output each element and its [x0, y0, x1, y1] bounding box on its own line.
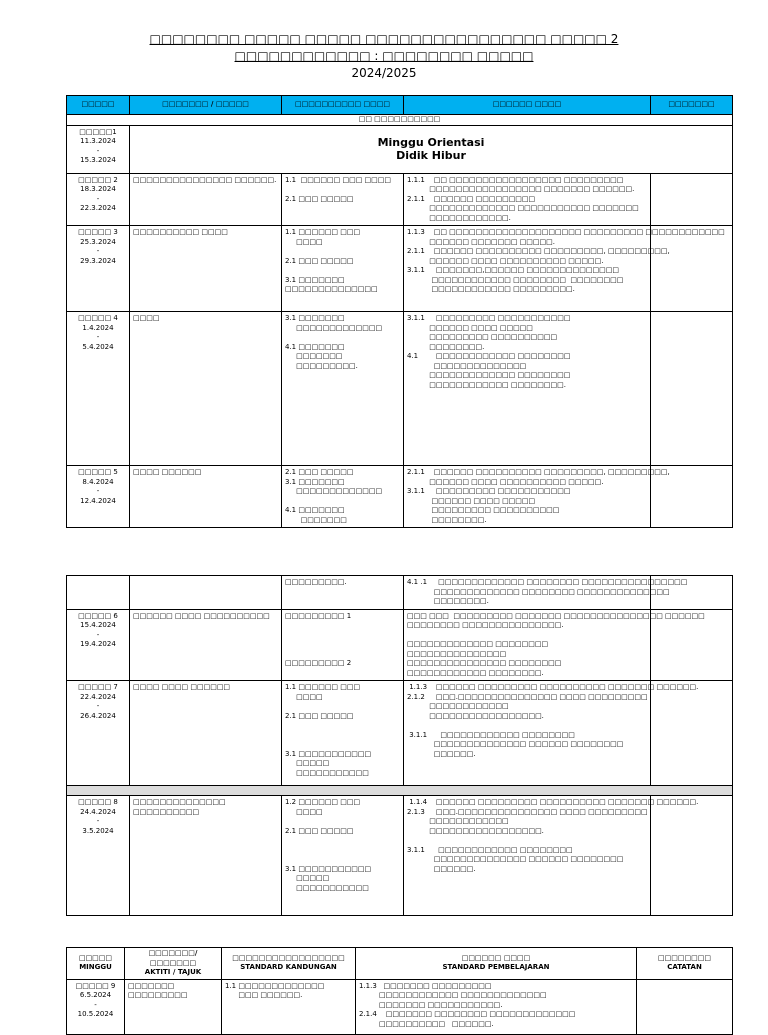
catatan-cell — [651, 312, 733, 466]
week-line: 10.5.2024 — [77, 1010, 114, 1018]
topic-text: □□□□□□□□□□□□□□□ □□□□□□. — [133, 175, 277, 184]
sp-line: 3.1.1 □□□□□□□□□□□□ □□□□□□□□ — [407, 730, 575, 739]
sp-line: □□□□□□. — [407, 864, 476, 873]
standard-kandungan-cell — [282, 796, 404, 916]
sk-line — [285, 731, 400, 741]
week-cell — [67, 312, 130, 466]
sk-line — [285, 185, 400, 195]
sp-line: □□□□□□□□□□□□ — [407, 702, 509, 710]
sp-line: □□□□□□□□□□□□. — [407, 213, 511, 222]
sk-line — [285, 817, 400, 827]
sp-line: 3.1.1 □□□□□□□□□ □□□□□□□□□□□ — [407, 487, 571, 495]
sp-line: □□□□□□□□□□□□□ □□□□□□□□ — [407, 640, 549, 648]
sk-line — [285, 846, 400, 856]
sp-line: □□□□□□□□□□□□ □□□□□□□□. — [407, 380, 566, 389]
document-subtitle: □□□□□□□□□□□□ : □□□□□□□□ □□□□□ — [234, 49, 534, 63]
sk-line: □□□□ — [285, 807, 323, 816]
sk-line: 2.1 □□□ □□□□□ — [285, 256, 354, 265]
sp-line — [407, 721, 647, 731]
header-tajuk: □□□□□□□ / □□□□□ — [130, 96, 282, 115]
sp-line: □□□□□□□□□□□□□ □□□□□□□□ — [407, 371, 571, 379]
week-line: 29.3.2024 — [80, 256, 116, 265]
sp-line: 1.1.4 □□□□□□ □□□□□□□□□ □□□□□□□□□□ □□□□□□□ □□□□□□. — [407, 798, 699, 806]
sk-line: □□□□□□□ — [285, 515, 347, 524]
band-cell — [67, 115, 733, 126]
week-line: □□□□□ 2 — [78, 175, 118, 184]
standard-kandungan-cell — [282, 226, 404, 312]
sp-line — [407, 836, 647, 846]
sp-line: □□□□□□□□□□□□ □□□□□□□□ □□□□□□□□ — [407, 275, 624, 284]
sk-line: □□□□□□□ — [285, 352, 343, 360]
topic-text: □□□□ □□□□ □□□□□□ — [133, 683, 231, 691]
week-cell — [67, 979, 125, 1034]
sp-line: □□□□□□□□□□□□ □□□□□□□□□□□□□ — [359, 991, 547, 999]
week-line: 26.4.2024 — [80, 711, 116, 720]
week-line: 24.4.2024 — [80, 807, 116, 816]
topic-cell — [130, 466, 282, 528]
catatan-cell — [651, 681, 733, 786]
sp-line: □□□□□□□ □□□□□□□□□□□. — [359, 1000, 503, 1009]
week-cell — [67, 226, 130, 312]
topic-text: □□□□□□□□□□□□□□ □□□□□□□□□□ — [133, 798, 226, 816]
sk-line — [285, 855, 400, 865]
standard-pembelajaran-cell — [404, 609, 705, 681]
sp-line: 2.1.1 □□□□□□ □□□□□□□□□□ □□□□□□□□□, □□□□□□□□□, — [407, 247, 670, 255]
table-band-row — [67, 115, 733, 126]
week-line: □□□□□1 — [79, 127, 117, 136]
sp-line: □□□□□□□□□□□□□ □□□□□□□□□□□ □□□□□□□ — [407, 204, 639, 212]
topic-cell — [130, 312, 282, 466]
sk-line: □□□□□□□□□□□ — [285, 883, 369, 892]
table-row — [67, 796, 733, 916]
week-line: 11.3.2024 — [80, 137, 116, 145]
document-title: □□□□□□□□ □□□□□ □□□□□ □□□□□□□□□□□□□□□□ □□□□□ 2 — [149, 32, 619, 46]
week-cell — [67, 466, 130, 528]
catatan-cell — [651, 226, 733, 312]
orientation-line: Minggu Orientasi — [377, 136, 485, 149]
sp-line: □□□□□□□□. — [407, 597, 489, 605]
standard-kandungan-cell — [282, 609, 404, 681]
sk-line: □□□□□□□□□. — [285, 361, 358, 370]
sk-line: □□□□□□□□□□□□□ — [285, 323, 383, 332]
table-row — [67, 576, 733, 610]
sp-line: 3.1.1 □□□□□□□□□□□□ □□□□□□□□ — [407, 845, 573, 854]
sp-line: □□□ □□□ □□□□□□□□□ □□□□□□□ □□□□□□□□□□□□□□□ □□□□□□ — [407, 611, 705, 620]
sk-line: □□□□□□□□□□□□□□ — [285, 285, 378, 293]
week-line: □□□□□ 5 — [78, 468, 118, 476]
standard-pembelajaran-cell — [404, 576, 688, 610]
schedule-table-3 — [66, 947, 733, 1035]
topic-text: □□□□□□□ □□□□□□□□□ — [128, 981, 188, 999]
schedule-table-2 — [66, 575, 733, 916]
week-line: □□□□□ 3 — [78, 228, 118, 236]
sk-line: 4.1 □□□□□□□ — [285, 342, 345, 351]
sp-line: □□□□□□ □□□□□□□ □□□□□. — [407, 237, 555, 246]
topic-text: □□□□□□□□□□ □□□□ — [133, 228, 228, 236]
week-line: - — [96, 194, 100, 203]
separator-row-cell — [67, 786, 733, 796]
week-line: 15.4.2024 — [80, 621, 116, 629]
sk-line: □□□□ — [285, 692, 323, 701]
week-cell — [67, 576, 130, 610]
sp-line: □□□□□□□□□□□□□□□□□ □□□□□□□ □□□□□□. — [407, 185, 635, 193]
standard-pembelajaran-cell — [404, 796, 699, 916]
table-row — [67, 786, 733, 796]
sk-line: 1.2 □□□□□□ □□□ — [285, 798, 361, 806]
header-aktiviti-tajuk: □□□□□□□/ □□□□□□□ AKTITI / TAJUK — [125, 948, 222, 980]
sp-line: 2.1.1 □□□□□□ □□□□□□□□□ — [407, 194, 536, 203]
sk-line: □□□□□ — [285, 874, 330, 882]
document-year: 2024/2025 — [351, 66, 417, 80]
table-row — [67, 979, 733, 1034]
standard-pembelajaran-cell — [404, 466, 670, 528]
sp-line: □□□□□□□□□□□□ □□□□□□□□. — [407, 668, 544, 677]
table-row — [67, 609, 733, 681]
standard-kandungan-cell — [282, 681, 404, 786]
sk-line: □□□□□ — [285, 759, 330, 767]
sk-line: 1.1 □□□□□□ □□□ □□□□ — [285, 175, 392, 184]
sk-line: □□□□ — [285, 237, 323, 246]
week-cell — [67, 173, 130, 226]
sp-line: □□□□□□□□. — [407, 515, 487, 524]
topic-cell — [130, 226, 282, 312]
sk-line — [285, 333, 400, 343]
week-line: 5.4.2024 — [82, 342, 114, 351]
standard-pembelajaran-cell — [404, 681, 699, 786]
sk-line: □□□□□□□□□ 2 — [285, 659, 352, 667]
week-line: □□□□□ 9 — [75, 981, 116, 990]
sp-line: □□□□□□□□□□□□□ □□□□□□□□ □□□□□□□□□□□□□□ — [407, 587, 670, 596]
sk-line — [285, 721, 400, 731]
sp-line: 4.1 □□□□□□□□□□□□ □□□□□□□□ — [407, 352, 571, 360]
sk-line: □□□□□□□□□. — [285, 578, 347, 586]
sp-line: 4.1 .1 □□□□□□□□□□□□□ □□□□□□□□ □□□□□□□□□□□□□□□□ — [407, 578, 688, 586]
week-line: 8.4.2024 — [82, 477, 114, 486]
table-header-row — [67, 948, 733, 980]
sk-line: 2.1 □□□ □□□□□ — [285, 194, 354, 203]
topic-cell — [125, 979, 222, 1034]
topic-text: □□□□□□ □□□□ □□□□□□□□□□ — [133, 611, 270, 620]
sp-line: 3.1.1 □□□□□□□,□□□□□□ □□□□□□□□□□□□□□ — [407, 266, 619, 274]
topic-cell — [130, 173, 282, 226]
week-line: □□□□□ 8 — [78, 798, 118, 806]
table-row — [67, 125, 733, 173]
topic-cell — [130, 681, 282, 786]
week-line: - — [96, 630, 100, 639]
header-minggu: □□□□□ MINGGU — [67, 948, 125, 980]
week-line: - — [96, 702, 100, 710]
sk-line — [285, 266, 400, 276]
week-line: □□□□□ 6 — [78, 611, 118, 620]
sp-line: □□□□□□. — [407, 749, 476, 758]
week-line: 19.4.2024 — [80, 640, 116, 648]
week-line: □□□□□ 7 — [78, 683, 118, 691]
week-line: 12.4.2024 — [80, 496, 116, 505]
sp-line: 3.1.1 □□□□□□□□□ □□□□□□□□□□□ — [407, 314, 571, 322]
sp-line: □□□□□□ □□□□ □□□□□ — [407, 496, 536, 505]
sp-line: □□□□□□□□. — [407, 342, 485, 351]
standard-kandungan-cell — [282, 312, 404, 466]
sp-line — [407, 631, 647, 641]
table-row — [67, 226, 733, 312]
sk-line: 3.1 □□□□□□□□□□□ — [285, 749, 372, 758]
header-standard-pembelajaran: □□□□□□ □□□□ STANDARD PEMBELAJARAN — [356, 948, 637, 980]
header-catatan: □□□□□□□□ CATATAN — [637, 948, 733, 980]
sp-line: □□□□□□□□□□□□□□ — [407, 361, 527, 370]
topic-cell — [130, 576, 282, 610]
sp-line: 1.1.1 □□ □□□□□□□□□□□□□□□□□ □□□□□□□□□ — [407, 175, 624, 184]
sp-line: 2.1.4 □□□□□□□ □□□□□□□□ □□□□□□□□□□□□□ — [359, 1010, 576, 1018]
sp-line: □□□□□□ □□□□ □□□□□□□□□□ □□□□□. — [407, 477, 604, 486]
orientation-cell — [130, 125, 733, 173]
band-text: □□ □□□□□□□□□□ — [358, 115, 441, 123]
standard-pembelajaran-cell — [404, 173, 651, 226]
sk-line — [285, 497, 400, 507]
sk-line: 2.1 □□□ □□□□□ — [285, 826, 354, 835]
header-standard-pembelajaran: □□□□□□ □□□□ — [404, 96, 651, 115]
sk-line: 1.1 □□□□□□□□□□□□□ — [225, 981, 325, 990]
sk-line: □□□□□□□□□ 1 — [285, 611, 352, 620]
sk-line: □□□ □□□□□□. — [225, 991, 303, 999]
week-line: - — [96, 146, 100, 155]
sk-line — [285, 650, 400, 660]
schedule-table-1 — [66, 95, 733, 528]
sp-line: □□□□□□□□ □□□□□□□□□□□□□□□. — [407, 621, 564, 629]
header-standard-kandungan: □□□□□□□□□□□□□□□□□ STANDARD KANDUNGAN — [222, 948, 356, 980]
week-line: 6.5.2024 — [79, 991, 112, 999]
sk-line: 2.1 □□□ □□□□□ — [285, 711, 354, 720]
sp-line: 1.1.3 □□□□□□ □□□□□□□□□ □□□□□□□□□□ □□□□□□□ □□□□□□. — [407, 683, 699, 691]
week-line: - — [96, 247, 100, 255]
sp-line: 2.1.2 □□□.□□□□□□□□□□□□□□□ □□□□ □□□□□□□□□ — [407, 692, 648, 701]
sk-line — [285, 621, 400, 631]
sk-line: 3.1 □□□□□□□ — [285, 275, 345, 284]
week-line: 15.3.2024 — [80, 156, 116, 164]
week-line: 3.5.2024 — [82, 826, 114, 835]
table-row — [67, 173, 733, 226]
table-row — [67, 312, 733, 466]
sp-line: □□□□□□□□□□□□ — [407, 817, 509, 825]
sk-line: □□□□□□□□□□□□□ — [285, 487, 383, 495]
sk-line — [285, 631, 400, 641]
standard-pembelajaran-cell — [404, 312, 651, 466]
topic-text: □□□□ — [133, 314, 160, 322]
sp-line: □□□□□□□□□□□□□□ □□□□□□ □□□□□□□□ — [407, 855, 624, 863]
sp-line: □□□□□□□□□□□□□□□□□. — [407, 711, 544, 720]
sp-line: □□□□□□□□□□□□□□ □□□□□□ □□□□□□□□ — [407, 740, 624, 748]
sk-line: 2.1 □□□ □□□□□ — [285, 468, 354, 476]
header-minggu: □□□□□ — [67, 96, 130, 115]
week-line: 25.3.2024 — [80, 237, 116, 246]
sp-line: □□□□□□□□□□□□□□□□□. — [407, 826, 544, 835]
week-line: - — [94, 1000, 97, 1009]
sp-line: □□□□□□□□□□□□□□□ □□□□□□□□ — [407, 659, 562, 667]
standard-kandungan-cell — [222, 979, 356, 1034]
sp-line: □□□□□□□□□□□□ □□□□□□□□□. — [407, 285, 575, 293]
week-line: □□□□□ 4 — [78, 314, 118, 322]
sk-line — [285, 702, 400, 712]
sk-line: 3.1 □□□□□□□□□□□ — [285, 864, 372, 873]
header-catatan: □□□□□□□ — [651, 96, 733, 115]
orientation-line: Didik Hibur — [396, 149, 466, 162]
sk-line: 3.1 □□□□□□□ — [285, 314, 345, 322]
sk-line — [285, 740, 400, 750]
standard-kandungan-cell — [282, 576, 404, 610]
sk-line: 3.1 □□□□□□□ — [285, 477, 345, 486]
sk-line — [285, 836, 400, 846]
sp-line: □□□□□□□□□□□□□□□ — [407, 649, 507, 658]
sp-line: □□□□□□□□□□ □□□□□□. — [359, 1019, 494, 1028]
week-line: 18.3.2024 — [80, 185, 116, 193]
week-cell — [67, 125, 130, 173]
sp-line: □□□□□□□□□ □□□□□□□□□□ — [407, 506, 560, 514]
sk-line: 4.1 □□□□□□□ — [285, 506, 345, 514]
table-header-row — [67, 96, 733, 115]
standard-pembelajaran-cell — [404, 226, 725, 312]
topic-cell — [130, 796, 282, 916]
sp-line: □□□□□□ □□□□ □□□□□□□□□□ □□□□□. — [407, 256, 604, 265]
week-line: - — [96, 333, 100, 341]
catatan-cell — [637, 979, 733, 1034]
week-cell — [67, 609, 130, 681]
table-row — [67, 466, 733, 528]
catatan-cell — [651, 796, 733, 916]
sp-line: 1.1.3 □□□□□□□ □□□□□□□□□ — [359, 981, 492, 990]
week-line: - — [96, 817, 100, 825]
sp-line: □□□□□□□□□ □□□□□□□□□□ — [407, 333, 558, 341]
catatan-cell — [651, 173, 733, 226]
week-cell — [67, 681, 130, 786]
sp-line: 2.1.1 □□□□□□ □□□□□□□□□□ □□□□□□□□□, □□□□□□□□□, — [407, 468, 670, 476]
sp-line: 1.1.3 □□ □□□□□□□□□□□□□□□□□□□□ □□□□□□□□□ □□□□□□□□□□□□ — [407, 228, 725, 236]
sk-line — [285, 247, 400, 257]
topic-text: □□□□ □□□□□□ — [133, 468, 202, 476]
week-cell — [67, 796, 130, 916]
sk-line: □□□□□□□□□□□ — [285, 768, 369, 777]
week-line: 22.4.2024 — [80, 692, 116, 701]
sk-line: 1.1 □□□□□□ □□□ — [285, 683, 361, 691]
topic-cell — [130, 609, 282, 681]
header-standard-kandungan: □□□□□□□□□□ □□□□ — [282, 96, 404, 115]
table-row — [67, 681, 733, 786]
standard-pembelajaran-cell — [356, 979, 637, 1034]
sp-line: 2.1.3 □□□.□□□□□□□□□□□□□□□ □□□□ □□□□□□□□□ — [407, 807, 648, 816]
week-line: 1.4.2024 — [82, 323, 114, 332]
sp-line: □□□□□□ □□□□ □□□□□ — [407, 323, 533, 332]
standard-kandungan-cell — [282, 466, 404, 528]
week-line: 22.3.2024 — [80, 204, 116, 212]
standard-kandungan-cell — [282, 173, 404, 226]
sk-line: 1.1 □□□□□□ □□□ — [285, 228, 361, 236]
week-line: - — [96, 487, 100, 495]
sk-line — [285, 640, 400, 650]
